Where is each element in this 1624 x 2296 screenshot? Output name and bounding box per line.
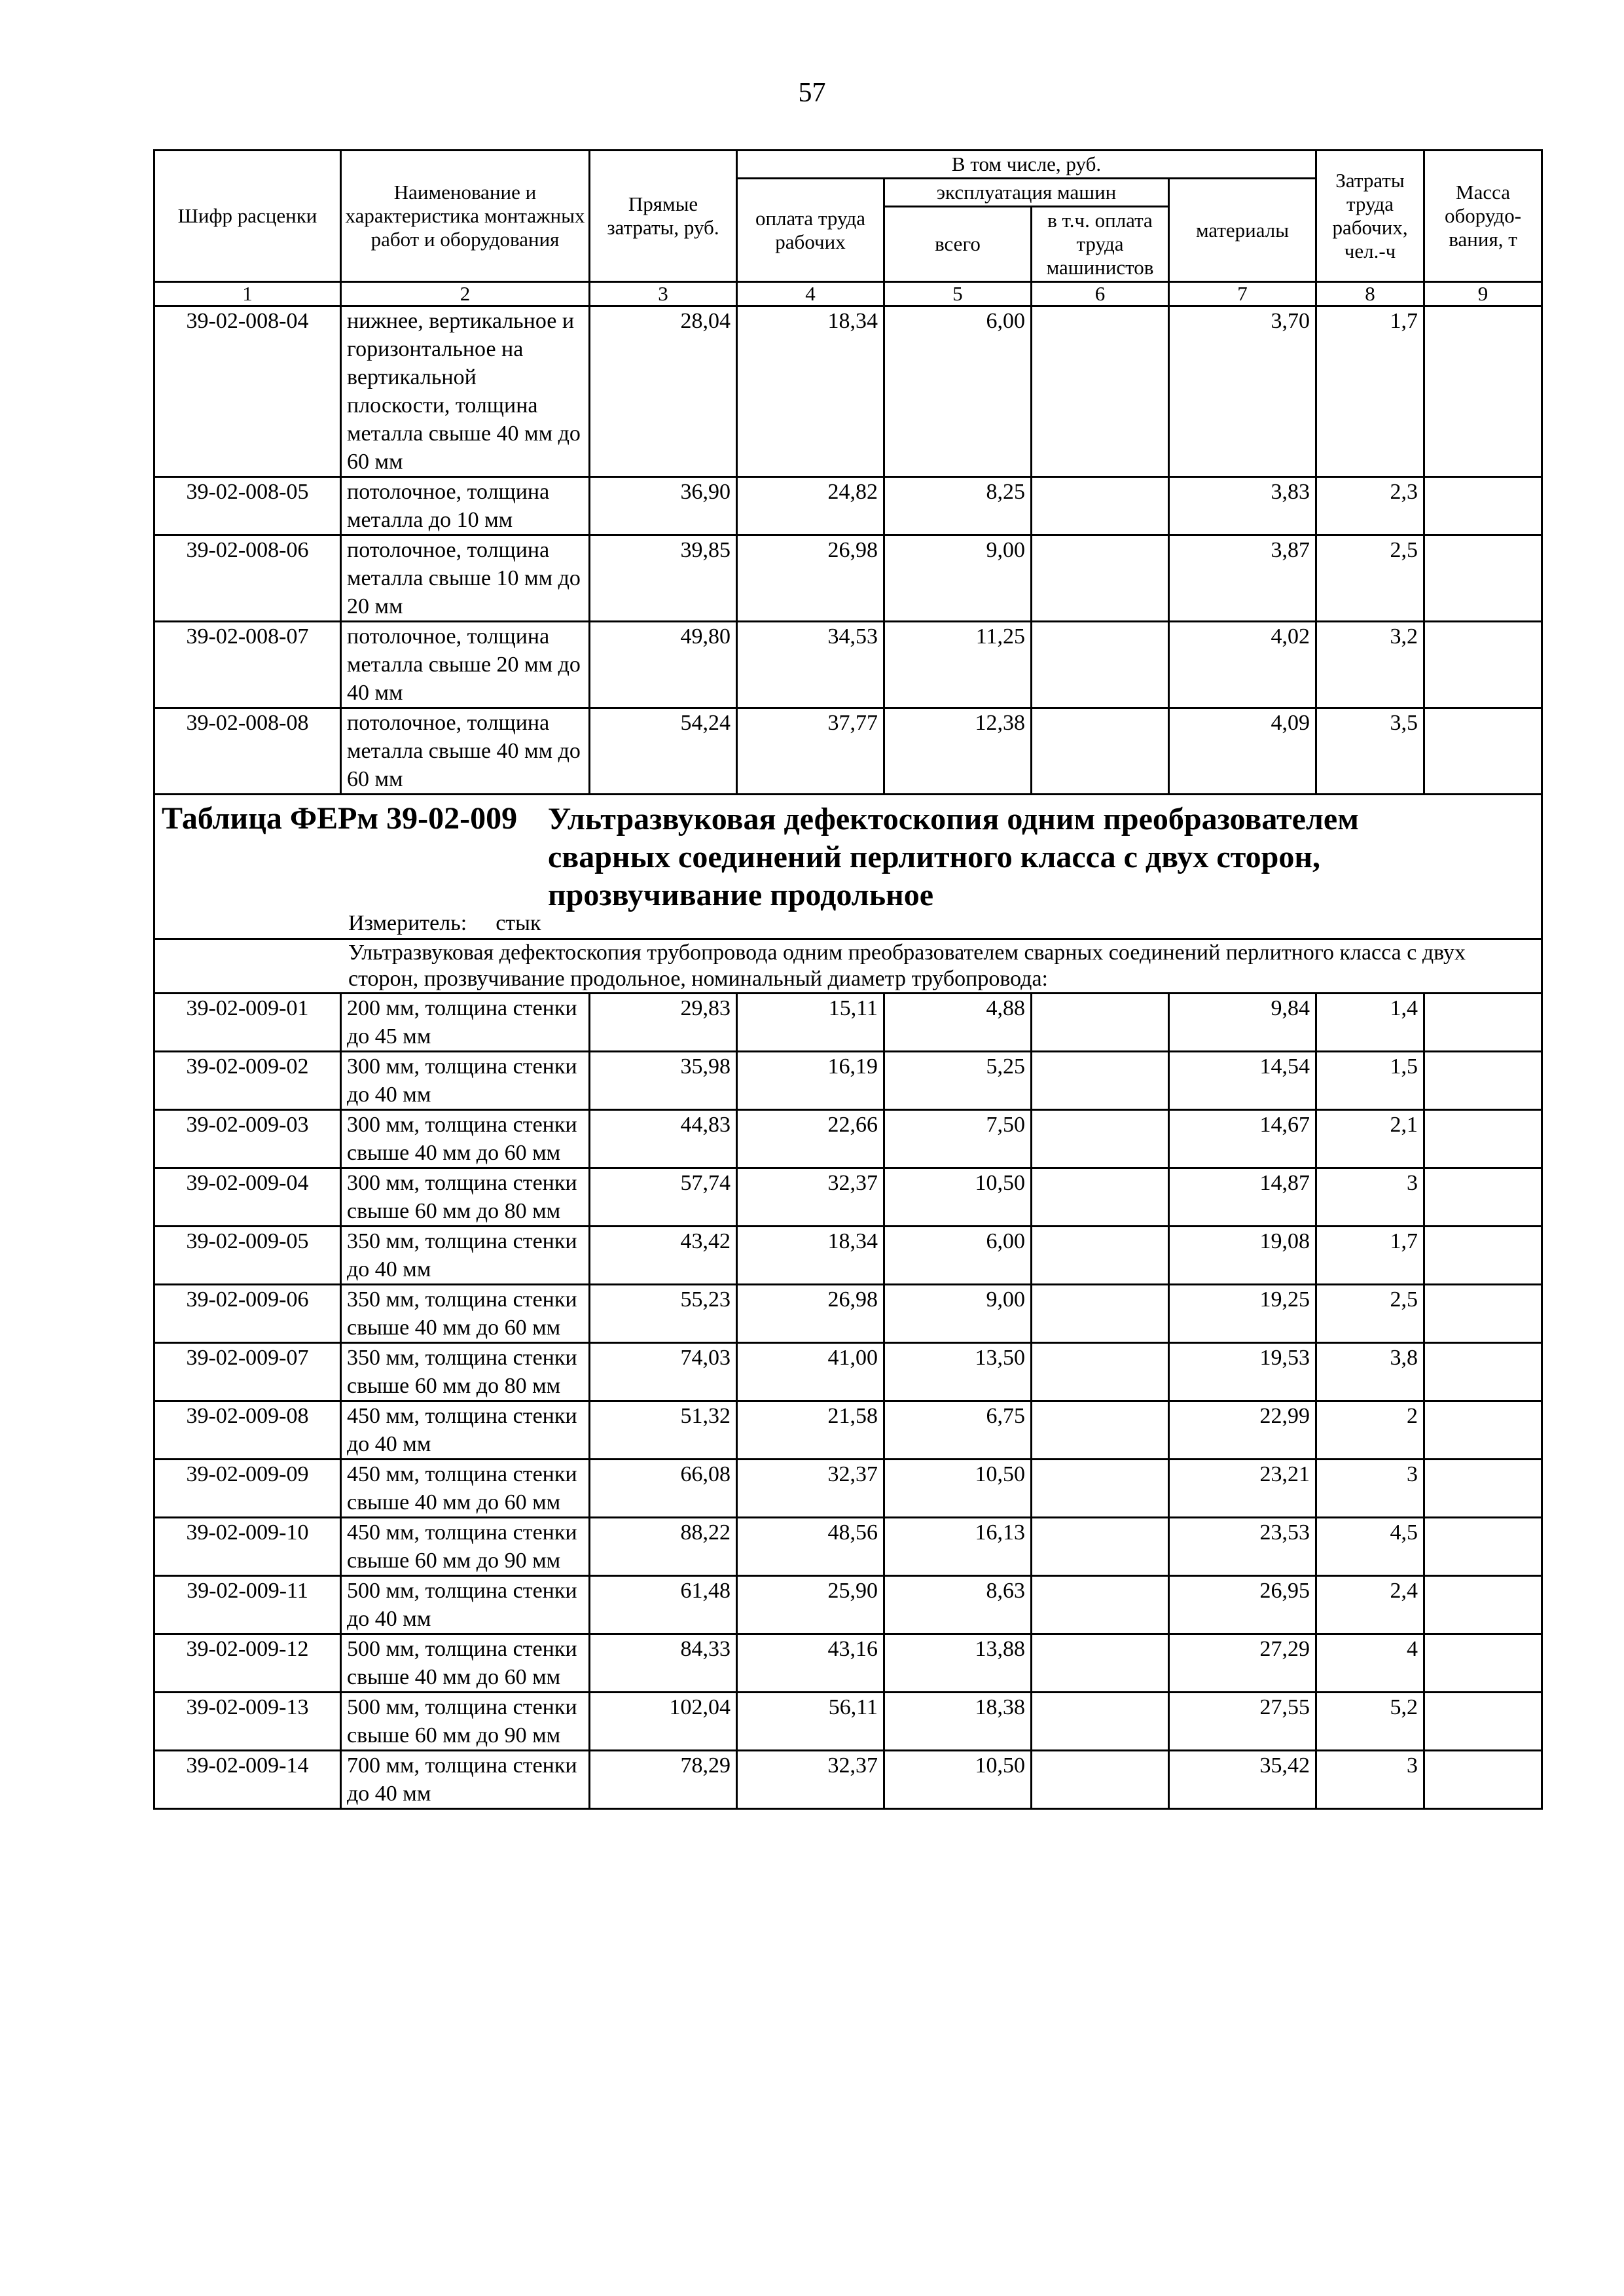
machinists-pay bbox=[1032, 994, 1169, 1052]
labor-pay: 26,98 bbox=[737, 1285, 884, 1343]
labor-pay: 34,53 bbox=[737, 622, 884, 708]
machines-total: 8,25 bbox=[884, 477, 1032, 535]
machines-total: 16,13 bbox=[884, 1518, 1032, 1576]
header-direct-costs: Прямые затраты, руб. bbox=[590, 151, 737, 282]
equipment-mass bbox=[1424, 1460, 1542, 1518]
labor-pay: 37,77 bbox=[737, 708, 884, 795]
machines-total: 12,38 bbox=[884, 708, 1032, 795]
labor-hours: 1,7 bbox=[1316, 306, 1424, 477]
unit-value: стык bbox=[496, 911, 541, 935]
table-row bbox=[154, 1343, 1542, 1401]
materials-cost: 19,08 bbox=[1169, 1227, 1316, 1285]
labor-pay: 21,58 bbox=[737, 1401, 884, 1460]
materials-cost: 14,87 bbox=[1169, 1168, 1316, 1227]
table-row bbox=[154, 1634, 1542, 1693]
machinists-pay bbox=[1032, 1693, 1169, 1751]
labor-hours: 2,3 bbox=[1316, 477, 1424, 535]
section-header bbox=[154, 795, 1542, 939]
machines-total: 10,50 bbox=[884, 1460, 1032, 1518]
rate-code: 39-02-009-04 bbox=[154, 1168, 341, 1227]
work-name: потолочное, толщина металла свыше 40 мм до 60 мм bbox=[341, 708, 590, 795]
direct-costs: 44,83 bbox=[590, 1110, 737, 1168]
labor-hours: 3,5 bbox=[1316, 708, 1424, 795]
materials-cost: 3,87 bbox=[1169, 535, 1316, 622]
labor-hours: 3 bbox=[1316, 1751, 1424, 1809]
header-materials: материалы bbox=[1169, 179, 1316, 282]
machines-total: 5,25 bbox=[884, 1052, 1032, 1110]
direct-costs: 88,22 bbox=[590, 1518, 737, 1576]
header-including: В том числе, руб. bbox=[737, 151, 1316, 179]
labor-hours: 1,4 bbox=[1316, 994, 1424, 1052]
header-equipment-mass: Масса оборудо-вания, т bbox=[1424, 151, 1542, 282]
labor-hours: 2,1 bbox=[1316, 1110, 1424, 1168]
table-header bbox=[154, 151, 1542, 306]
machinists-pay bbox=[1032, 1343, 1169, 1401]
section-label: Таблица ФЕРм 39-02-009 bbox=[162, 801, 518, 836]
machines-total: 9,00 bbox=[884, 1285, 1032, 1343]
table-row bbox=[154, 1110, 1542, 1168]
table-body-39-02-009 bbox=[154, 994, 1542, 1809]
materials-cost: 14,67 bbox=[1169, 1110, 1316, 1168]
machines-total: 13,50 bbox=[884, 1343, 1032, 1401]
table-row bbox=[154, 1693, 1542, 1751]
direct-costs: 35,98 bbox=[590, 1052, 737, 1110]
work-name: 300 мм, толщина стенки до 40 мм bbox=[341, 1052, 590, 1110]
rate-code: 39-02-009-08 bbox=[154, 1401, 341, 1460]
machinists-pay bbox=[1032, 1634, 1169, 1693]
rate-code: 39-02-009-09 bbox=[154, 1460, 341, 1518]
work-name: 500 мм, толщина стенки до 40 мм bbox=[341, 1576, 590, 1634]
equipment-mass bbox=[1424, 708, 1542, 795]
machinists-pay bbox=[1032, 477, 1169, 535]
direct-costs: 28,04 bbox=[590, 306, 737, 477]
machinists-pay bbox=[1032, 1168, 1169, 1227]
work-name: потолочное, толщина металла свыше 10 мм до 20 мм bbox=[341, 535, 590, 622]
machines-total: 18,38 bbox=[884, 1693, 1032, 1751]
work-name: 700 мм, толщина стенки до 40 мм bbox=[341, 1751, 590, 1809]
direct-costs: 78,29 bbox=[590, 1751, 737, 1809]
equipment-mass bbox=[1424, 535, 1542, 622]
machines-total: 6,75 bbox=[884, 1401, 1032, 1460]
column-number: 6 bbox=[1032, 282, 1169, 306]
labor-pay: 56,11 bbox=[737, 1693, 884, 1751]
equipment-mass bbox=[1424, 1343, 1542, 1401]
machinists-pay bbox=[1032, 1401, 1169, 1460]
labor-hours: 3 bbox=[1316, 1168, 1424, 1227]
header-code: Шифр расценки bbox=[154, 151, 341, 282]
table-row bbox=[154, 994, 1542, 1052]
work-name: 300 мм, толщина стенки свыше 60 мм до 80 мм bbox=[341, 1168, 590, 1227]
work-name: 300 мм, толщина стенки свыше 40 мм до 60 мм bbox=[341, 1110, 590, 1168]
materials-cost: 23,21 bbox=[1169, 1460, 1316, 1518]
work-name: 450 мм, толщина стенки до 40 мм bbox=[341, 1401, 590, 1460]
direct-costs: 57,74 bbox=[590, 1168, 737, 1227]
direct-costs: 102,04 bbox=[590, 1693, 737, 1751]
equipment-mass bbox=[1424, 1518, 1542, 1576]
rate-code: 39-02-009-14 bbox=[154, 1751, 341, 1809]
materials-cost: 23,53 bbox=[1169, 1518, 1316, 1576]
labor-hours: 2,5 bbox=[1316, 1285, 1424, 1343]
equipment-mass bbox=[1424, 622, 1542, 708]
table-row bbox=[154, 708, 1542, 795]
labor-hours: 3 bbox=[1316, 1460, 1424, 1518]
labor-pay: 25,90 bbox=[737, 1576, 884, 1634]
section-39-02-009 bbox=[154, 795, 1542, 994]
rate-code: 39-02-009-05 bbox=[154, 1227, 341, 1285]
rate-code: 39-02-009-12 bbox=[154, 1634, 341, 1693]
header-machinists-pay: в т.ч. оплата труда машинистов bbox=[1032, 207, 1169, 282]
rate-code: 39-02-008-08 bbox=[154, 708, 341, 795]
work-name: потолочное, толщина металла свыше 20 мм до 40 мм bbox=[341, 622, 590, 708]
direct-costs: 54,24 bbox=[590, 708, 737, 795]
materials-cost: 26,95 bbox=[1169, 1576, 1316, 1634]
rate-code: 39-02-008-05 bbox=[154, 477, 341, 535]
materials-cost: 4,09 bbox=[1169, 708, 1316, 795]
machinists-pay bbox=[1032, 1285, 1169, 1343]
table-row bbox=[154, 535, 1542, 622]
header-name: Наименование и характеристика монтажных работ и оборудования bbox=[341, 151, 590, 282]
rate-code: 39-02-008-04 bbox=[154, 306, 341, 477]
machines-total: 11,25 bbox=[884, 622, 1032, 708]
machines-total: 8,63 bbox=[884, 1576, 1032, 1634]
labor-hours: 3,8 bbox=[1316, 1343, 1424, 1401]
materials-cost: 3,83 bbox=[1169, 477, 1316, 535]
rates-table bbox=[153, 149, 1543, 1810]
machines-total: 7,50 bbox=[884, 1110, 1032, 1168]
materials-cost: 35,42 bbox=[1169, 1751, 1316, 1809]
materials-cost: 3,70 bbox=[1169, 306, 1316, 477]
direct-costs: 51,32 bbox=[590, 1401, 737, 1460]
rate-code: 39-02-009-10 bbox=[154, 1518, 341, 1576]
rate-code: 39-02-009-07 bbox=[154, 1343, 341, 1401]
machinists-pay bbox=[1032, 1460, 1169, 1518]
labor-pay: 24,82 bbox=[737, 477, 884, 535]
equipment-mass bbox=[1424, 1401, 1542, 1460]
column-number: 4 bbox=[737, 282, 884, 306]
equipment-mass bbox=[1424, 1751, 1542, 1809]
table-row bbox=[154, 1460, 1542, 1518]
direct-costs: 66,08 bbox=[590, 1460, 737, 1518]
machines-total: 6,00 bbox=[884, 306, 1032, 477]
column-number: 2 bbox=[341, 282, 590, 306]
table-row bbox=[154, 622, 1542, 708]
column-number: 8 bbox=[1316, 282, 1424, 306]
labor-pay: 32,37 bbox=[737, 1460, 884, 1518]
materials-cost: 27,29 bbox=[1169, 1634, 1316, 1693]
table-body-39-02-008 bbox=[154, 306, 1542, 795]
equipment-mass bbox=[1424, 1227, 1542, 1285]
machinists-pay bbox=[1032, 535, 1169, 622]
column-number: 9 bbox=[1424, 282, 1542, 306]
column-number: 7 bbox=[1169, 282, 1316, 306]
direct-costs: 49,80 bbox=[590, 622, 737, 708]
direct-costs: 74,03 bbox=[590, 1343, 737, 1401]
machines-total: 13,88 bbox=[884, 1634, 1032, 1693]
labor-pay: 32,37 bbox=[737, 1751, 884, 1809]
machines-total: 4,88 bbox=[884, 994, 1032, 1052]
work-name: 500 мм, толщина стенки свыше 60 мм до 90 мм bbox=[341, 1693, 590, 1751]
direct-costs: 43,42 bbox=[590, 1227, 737, 1285]
rate-code: 39-02-009-11 bbox=[154, 1576, 341, 1634]
work-name: 350 мм, толщина стенки свыше 60 мм до 80 мм bbox=[341, 1343, 590, 1401]
table-row bbox=[154, 1401, 1542, 1460]
labor-pay: 18,34 bbox=[737, 306, 884, 477]
equipment-mass bbox=[1424, 1576, 1542, 1634]
header-machines: эксплуатация машин bbox=[884, 179, 1169, 207]
rate-code: 39-02-009-06 bbox=[154, 1285, 341, 1343]
labor-pay: 41,00 bbox=[737, 1343, 884, 1401]
machinists-pay bbox=[1032, 306, 1169, 477]
labor-hours: 1,5 bbox=[1316, 1052, 1424, 1110]
work-name: 200 мм, толщина стенки до 45 мм bbox=[341, 994, 590, 1052]
labor-hours: 1,7 bbox=[1316, 1227, 1424, 1285]
rate-code: 39-02-008-06 bbox=[154, 535, 341, 622]
table-row bbox=[154, 1518, 1542, 1576]
header-labor-pay: оплата труда рабочих bbox=[737, 179, 884, 282]
machinists-pay bbox=[1032, 1110, 1169, 1168]
labor-pay: 43,16 bbox=[737, 1634, 884, 1693]
machinists-pay bbox=[1032, 708, 1169, 795]
labor-pay: 32,37 bbox=[737, 1168, 884, 1227]
work-name: 350 мм, толщина стенки свыше 40 мм до 60 мм bbox=[341, 1285, 590, 1343]
direct-costs: 55,23 bbox=[590, 1285, 737, 1343]
materials-cost: 19,53 bbox=[1169, 1343, 1316, 1401]
materials-cost: 9,84 bbox=[1169, 994, 1316, 1052]
machinists-pay bbox=[1032, 1751, 1169, 1809]
labor-hours: 5,2 bbox=[1316, 1693, 1424, 1751]
table-row bbox=[154, 1576, 1542, 1634]
labor-hours: 2,4 bbox=[1316, 1576, 1424, 1634]
equipment-mass bbox=[1424, 1052, 1542, 1110]
direct-costs: 39,85 bbox=[590, 535, 737, 622]
unit-label: Измеритель: bbox=[348, 911, 467, 935]
labor-hours: 4,5 bbox=[1316, 1518, 1424, 1576]
labor-hours: 2,5 bbox=[1316, 535, 1424, 622]
labor-pay: 15,11 bbox=[737, 994, 884, 1052]
column-number: 3 bbox=[590, 282, 737, 306]
direct-costs: 61,48 bbox=[590, 1576, 737, 1634]
equipment-mass bbox=[1424, 1110, 1542, 1168]
machines-total: 9,00 bbox=[884, 535, 1032, 622]
machinists-pay bbox=[1032, 1052, 1169, 1110]
section-description: Ультразвуковая дефектоскопия трубопровода одним преобразователем сварных соединений перлитного класса с двух сторон, прозвучивание продольное, номинальный диаметр трубопровода: bbox=[154, 939, 1542, 994]
header-machines-total: всего bbox=[884, 207, 1032, 282]
table-row bbox=[154, 1052, 1542, 1110]
work-name: потолочное, толщина металла до 10 мм bbox=[341, 477, 590, 535]
table-row bbox=[154, 1285, 1542, 1343]
table-row bbox=[154, 477, 1542, 535]
table-row bbox=[154, 1751, 1542, 1809]
machines-total: 10,50 bbox=[884, 1168, 1032, 1227]
work-name: 450 мм, толщина стенки свыше 60 мм до 90 мм bbox=[341, 1518, 590, 1576]
machinists-pay bbox=[1032, 1576, 1169, 1634]
rate-code: 39-02-009-13 bbox=[154, 1693, 341, 1751]
column-number: 1 bbox=[154, 282, 341, 306]
labor-pay: 26,98 bbox=[737, 535, 884, 622]
work-name: нижнее, вертикальное и горизонтальное на вертикальной плоскости, толщина металла свыше 40 мм до 60 мм bbox=[341, 306, 590, 477]
equipment-mass bbox=[1424, 477, 1542, 535]
equipment-mass bbox=[1424, 1693, 1542, 1751]
materials-cost: 14,54 bbox=[1169, 1052, 1316, 1110]
section-title: Ультразвуковая дефектоскопия одним преобразователем сварных соединений перлитного класса с двух сторон, прозвучивание продольное bbox=[548, 802, 1359, 912]
page-number: 57 bbox=[798, 78, 826, 108]
work-name: 500 мм, толщина стенки свыше 40 мм до 60 мм bbox=[341, 1634, 590, 1693]
labor-pay: 16,19 bbox=[737, 1052, 884, 1110]
column-numbers-row bbox=[154, 282, 1542, 306]
work-name: 350 мм, толщина стенки до 40 мм bbox=[341, 1227, 590, 1285]
machines-total: 10,50 bbox=[884, 1751, 1032, 1809]
equipment-mass bbox=[1424, 994, 1542, 1052]
equipment-mass bbox=[1424, 306, 1542, 477]
labor-pay: 22,66 bbox=[737, 1110, 884, 1168]
header-labor-cost: Затраты труда рабочих, чел.-ч bbox=[1316, 151, 1424, 282]
work-name: 450 мм, толщина стенки свыше 40 мм до 60 мм bbox=[341, 1460, 590, 1518]
rate-code: 39-02-009-02 bbox=[154, 1052, 341, 1110]
direct-costs: 36,90 bbox=[590, 477, 737, 535]
labor-hours: 2 bbox=[1316, 1401, 1424, 1460]
labor-pay: 18,34 bbox=[737, 1227, 884, 1285]
unit-line bbox=[348, 910, 541, 937]
table-row bbox=[154, 306, 1542, 477]
materials-cost: 27,55 bbox=[1169, 1693, 1316, 1751]
labor-hours: 3,2 bbox=[1316, 622, 1424, 708]
equipment-mass bbox=[1424, 1285, 1542, 1343]
machines-total: 6,00 bbox=[884, 1227, 1032, 1285]
labor-hours: 4 bbox=[1316, 1634, 1424, 1693]
direct-costs: 29,83 bbox=[590, 994, 737, 1052]
equipment-mass bbox=[1424, 1168, 1542, 1227]
direct-costs: 84,33 bbox=[590, 1634, 737, 1693]
machinists-pay bbox=[1032, 622, 1169, 708]
table-row bbox=[154, 1227, 1542, 1285]
column-number: 5 bbox=[884, 282, 1032, 306]
rate-code: 39-02-009-03 bbox=[154, 1110, 341, 1168]
machinists-pay bbox=[1032, 1518, 1169, 1576]
materials-cost: 19,25 bbox=[1169, 1285, 1316, 1343]
materials-cost: 4,02 bbox=[1169, 622, 1316, 708]
table-row bbox=[154, 1168, 1542, 1227]
rate-code: 39-02-009-01 bbox=[154, 994, 341, 1052]
equipment-mass bbox=[1424, 1634, 1542, 1693]
materials-cost: 22,99 bbox=[1169, 1401, 1316, 1460]
labor-pay: 48,56 bbox=[737, 1518, 884, 1576]
rate-code: 39-02-008-07 bbox=[154, 622, 341, 708]
machinists-pay bbox=[1032, 1227, 1169, 1285]
